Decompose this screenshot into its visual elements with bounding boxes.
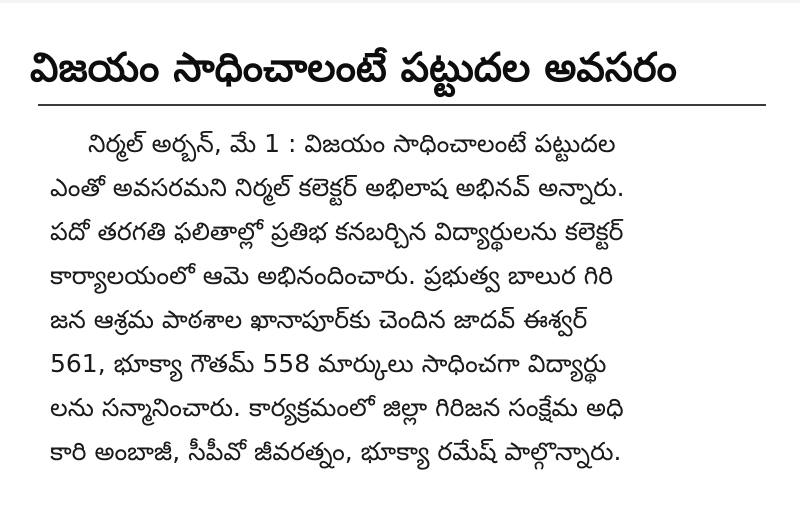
headline-divider [38, 104, 766, 106]
body-line-1: నిర్మల్ అర్బన్, మే 1 : విజయం సాధించాలంటే పట్టుదల [88, 129, 616, 158]
article-headline: విజయం సాధించాలంటే పట్టుదల అవసరం [30, 45, 677, 91]
article-body [50, 122, 772, 474]
body-line-8: కారి అంబాజీ, సీపీవో జీవరత్నం, భూక్యా రమేష్ పాల్గొన్నారు. [50, 437, 622, 466]
body-line-4: కార్యాలయంలో ఆమె అభినందించారు. ప్రభుత్వ బాలుర గిరి [50, 261, 614, 290]
body-line-5: జన ఆశ్రమ పాఠశాల ఖానాపూర్‌కు చెందిన జాదవ్ ఈశ్వర్ [50, 305, 588, 334]
body-line-6: 561, భూక్యా గౌతమ్ 558 మార్కులు సాధించగా విద్యార్థు [50, 349, 607, 378]
body-line-2: ఎంతో అవసరమని నిర్మల్ కలెక్టర్ అభిలాష అభినవ్ అన్నారు. [50, 173, 625, 202]
body-line-3: పదో తరగతి ఫలితాల్లో ప్రతిభ కనబర్చిన విద్యార్థులను కలెక్టర్ [50, 217, 624, 246]
body-line-7: లను సన్మానించారు. కార్యక్రమంలో జిల్లా గిరిజన సంక్షేమ అధి [50, 393, 624, 422]
top-edge [0, 0, 800, 3]
